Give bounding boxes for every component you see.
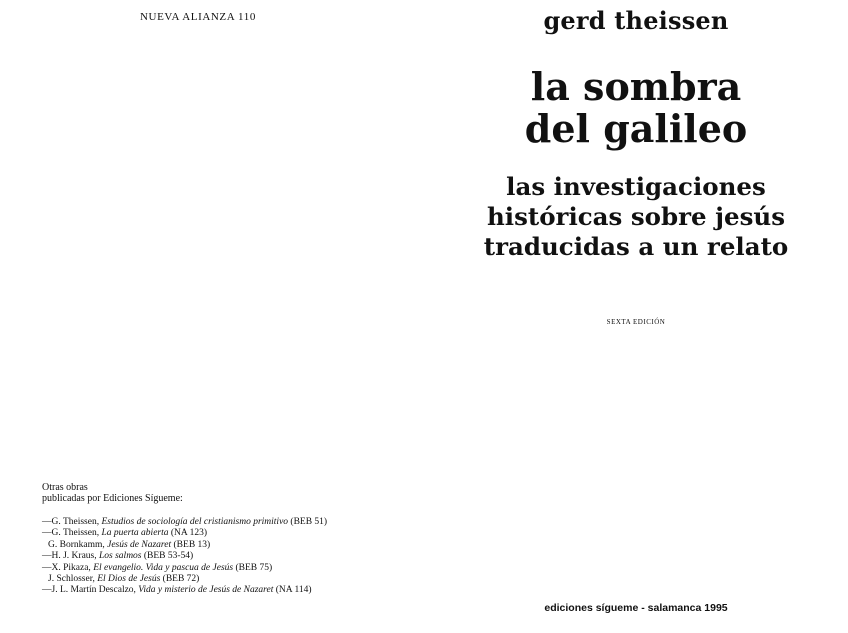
list-item: G. Bornkamm, Jesús de Nazaret (BEB 13) xyxy=(48,539,211,550)
publisher-imprint: ediciones sígueme - salamanca 1995 xyxy=(544,602,728,614)
list-item: —X. Pikaza, El evangelio. Vida y pascua de Jesús (BEB 75) xyxy=(42,562,273,573)
book-title xyxy=(424,66,848,150)
other-works-heading-line1: Otras obras xyxy=(42,482,88,493)
edition-label: SEXTA EDICIÓN xyxy=(606,318,666,326)
author-name: gerd theissen xyxy=(543,6,729,35)
works-list xyxy=(42,517,327,597)
list-item: —G. Theissen, Estudios de sociología del cristianismo primitivo (BEB 51) xyxy=(42,517,328,527)
series-label: NUEVA ALIANZA 110 xyxy=(140,11,256,23)
book-title-line2: del galileo xyxy=(524,106,748,151)
right-page xyxy=(424,0,848,633)
book-title-line1: la sombra xyxy=(530,64,742,109)
list-item: J. Schlosser, El Dios de Jesús (BEB 72) xyxy=(48,574,200,585)
list-item: —J. L. Martín Descalzo, Vida y misterio de Jesús de Nazaret (NA 114) xyxy=(42,585,312,596)
book-subtitle xyxy=(424,172,848,262)
subtitle-line1: las investigaciones xyxy=(506,172,766,201)
other-works-section xyxy=(42,482,327,597)
list-item: —G. Theissen, La puerta abierta (NA 123) xyxy=(42,528,208,539)
subtitle-line2: históricas sobre jesús xyxy=(486,202,786,231)
other-works-heading-line2: publicadas por Ediciones Sígueme: xyxy=(42,493,183,504)
list-item: —H. J. Kraus, Los salmos (BEB 53-54) xyxy=(42,551,194,562)
subtitle-line3: traducidas a un relato xyxy=(483,232,789,261)
